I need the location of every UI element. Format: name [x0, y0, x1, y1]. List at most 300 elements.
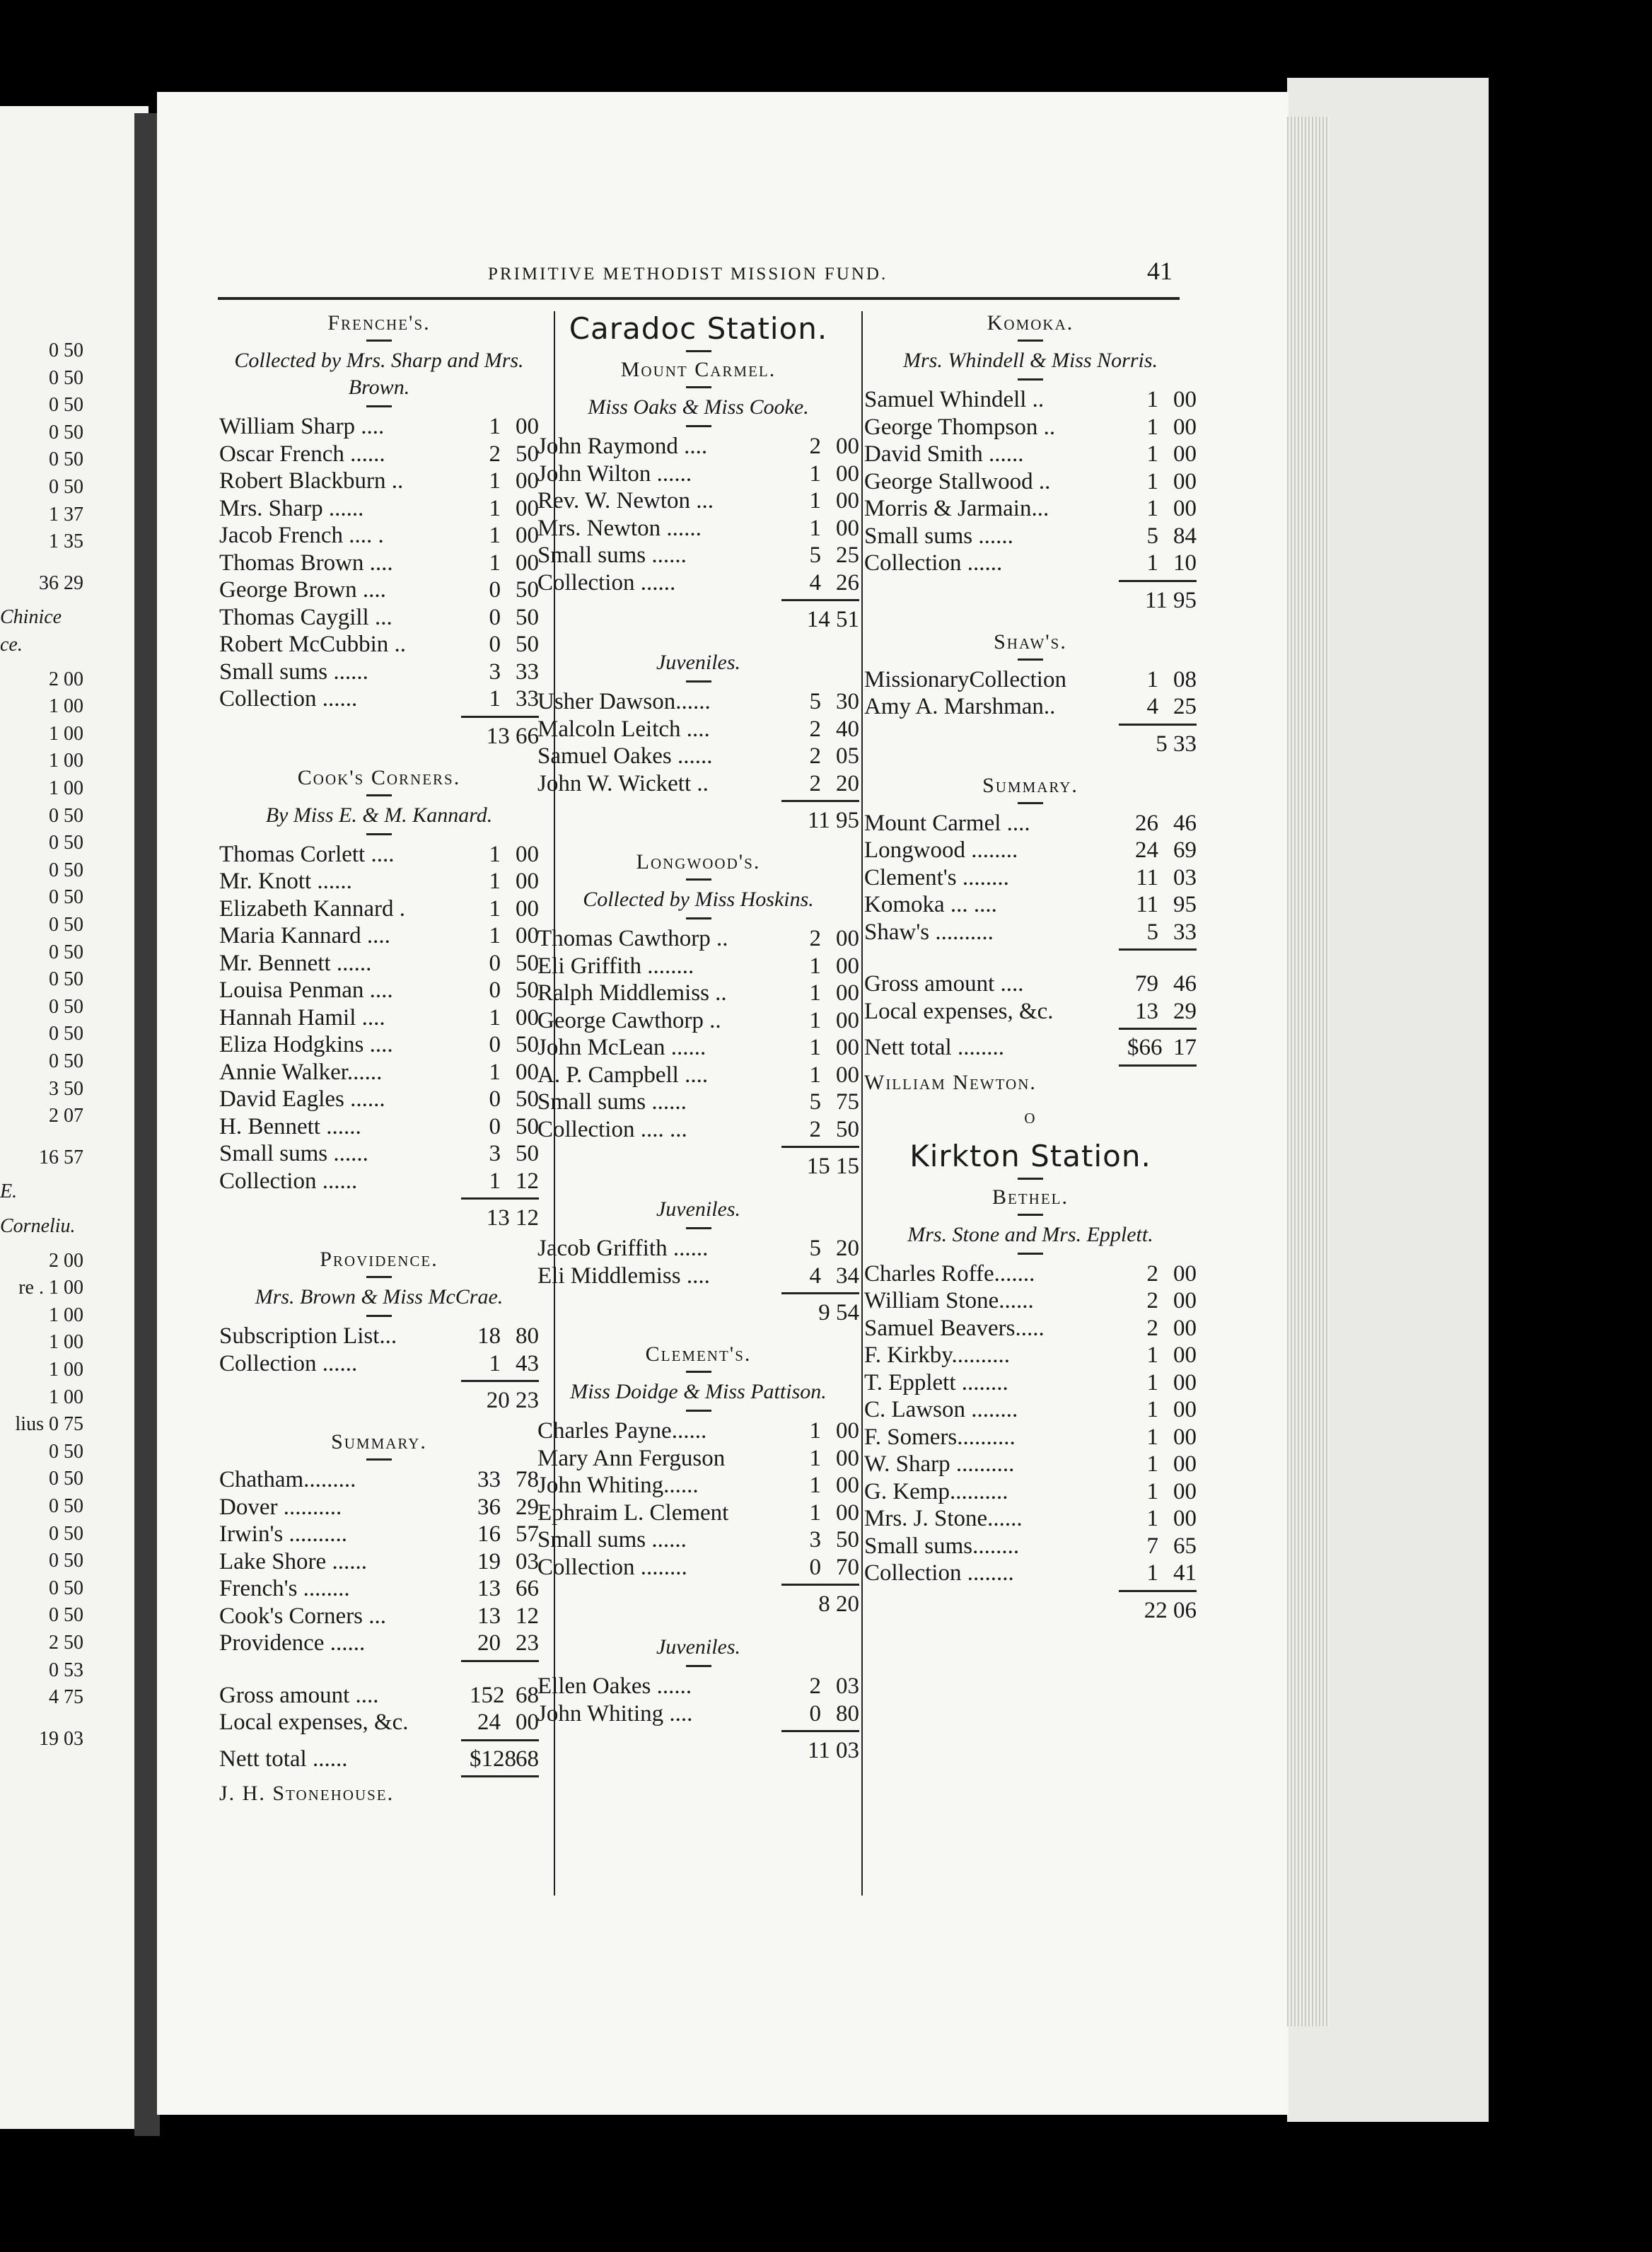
sum-rule [1119, 724, 1197, 726]
section-subtitle: Mrs. Brown & Miss McCrae. [255, 1285, 504, 1308]
section-rule [366, 405, 392, 407]
entry-dollars: 26 [1135, 810, 1158, 836]
section-subtitle: Miss Oaks & Miss Cooke. [588, 395, 809, 419]
entry-row [537, 1700, 859, 1728]
section-rule [366, 794, 392, 796]
entry-name: John McLean ...... [537, 1035, 706, 1060]
total-value: 15 15 [806, 1154, 859, 1179]
entry-row [537, 1034, 859, 1062]
sum-rule [781, 1146, 859, 1148]
spacer [537, 1327, 859, 1342]
entry-row [864, 495, 1197, 523]
entry-cents: 00 [1173, 1397, 1197, 1422]
entry-name: Mount Carmel .... [864, 810, 1030, 836]
entry-dollars: 24 [1135, 837, 1158, 863]
entry-cents: 26 [836, 569, 859, 596]
entry-name: John Raymond .... [537, 434, 708, 459]
entry-row [219, 413, 539, 441]
section-total [537, 605, 859, 634]
entry-name: Thomas Brown .... [219, 550, 393, 576]
facing-page-line: 36 29 [39, 571, 83, 594]
entry-dollars: 1 [809, 1035, 821, 1060]
entry-row [219, 685, 539, 713]
entry-dollars: 5 [1146, 523, 1158, 549]
entry-cents: 50 [516, 441, 539, 467]
entry-cents: 05 [836, 743, 859, 769]
entry-row [537, 1554, 859, 1581]
signature: William Newton. [864, 1070, 1037, 1094]
entry-name: H. Bennett ...... [219, 1113, 361, 1139]
entry-row [219, 522, 539, 550]
section-total [864, 730, 1197, 758]
entry-cents: 25 [1173, 694, 1197, 719]
entry-row [537, 1263, 859, 1290]
entry-dollars: 0 [489, 1113, 501, 1139]
entry-dollars: 1 [1146, 1369, 1158, 1395]
facing-page-line: 1 00 [49, 777, 83, 799]
section-subtitle: By Miss E. & M. Kannard. [265, 803, 493, 827]
entry-dollars: 1 [1146, 1506, 1158, 1531]
facing-page-line: 2 00 [49, 668, 83, 690]
sum-rule [461, 1739, 539, 1741]
entry-row [864, 837, 1197, 864]
entry-row [219, 1630, 539, 1657]
entry-dollars: 2 [809, 926, 821, 951]
sum-rule [461, 1380, 539, 1382]
entry-cents: 00 [836, 1007, 859, 1033]
entry-name: Elizabeth Kannard . [219, 895, 405, 922]
station-title: Kirkton Station. [909, 1138, 1151, 1173]
entry-dollars: 1 [489, 1004, 501, 1031]
entry-row [537, 569, 859, 597]
section-total [537, 1590, 859, 1618]
entry-dollars: $128 [470, 1746, 516, 1772]
entry-row [219, 1548, 539, 1576]
entry-dollars: 2 [809, 770, 821, 796]
section-title: Summary. [331, 1430, 427, 1453]
entry-row [864, 919, 1197, 946]
entry-cents: 00 [516, 414, 539, 439]
entry-cents: 00 [516, 923, 539, 948]
entry-name: Longwood ........ [864, 837, 1018, 863]
entry-row [537, 1116, 859, 1144]
entry-dollars: 20 [477, 1630, 501, 1656]
spacer [537, 634, 859, 649]
entry-dollars: 152 [470, 1682, 505, 1708]
entry-dollars: 13 [1135, 998, 1158, 1024]
entry-cents: 75 [836, 1089, 859, 1115]
entry-cents: 78 [516, 1467, 539, 1492]
entry-name: Nett total ........ [864, 1035, 1004, 1060]
entry-name: Robert McCubbin .. [219, 632, 406, 657]
entry-dollars: 5 [809, 689, 821, 714]
facing-page-line: 0 50 [49, 1495, 83, 1517]
entry-name: Small sums ...... [537, 1089, 687, 1115]
entry-dollars: 1 [809, 1062, 821, 1088]
facing-page-line: 0 50 [49, 1050, 83, 1072]
section-title: Providence. [320, 1248, 438, 1271]
entry-name: Jacob Griffith ...... [537, 1236, 709, 1261]
entry-cents: 65 [1173, 1533, 1197, 1559]
entry-cents: 00 [1173, 1506, 1197, 1531]
entry-name: John Whiting...... [537, 1473, 699, 1498]
entry-dollars: 1 [809, 1445, 821, 1471]
station-title: Caradoc Station. [569, 311, 828, 346]
facing-page-line: 0 50 [49, 394, 83, 417]
total-value: 13 12 [486, 1205, 539, 1231]
entry-name: George Stallwood .. [864, 468, 1051, 494]
section-subtitle: Juveniles. [656, 1635, 741, 1659]
entry-dollars: 4 [809, 1263, 821, 1289]
sum-rule [781, 599, 859, 601]
entry-cents: 00 [1173, 468, 1197, 494]
total-value: 11 95 [807, 808, 859, 833]
entry-row [537, 980, 859, 1007]
section-rule [686, 878, 711, 881]
section-title: Clement's. [645, 1342, 752, 1366]
entry-dollars: 2 [489, 441, 501, 467]
entry-dollars: 1 [809, 488, 821, 513]
entry-dollars: 1 [489, 550, 501, 576]
sum-rule [781, 1292, 859, 1294]
entry-name: Collection ...... [864, 550, 1003, 576]
entry-row [864, 1034, 1197, 1062]
entry-cents: 08 [1173, 666, 1197, 692]
entry-cents: 70 [836, 1554, 859, 1580]
entry-row [219, 576, 539, 604]
entry-name: John Whiting .... [537, 1700, 693, 1726]
entry-name: Clement's ........ [864, 864, 1009, 890]
entry-dollars: 2 [809, 1116, 821, 1142]
entry-dollars: 1 [489, 468, 501, 494]
signature: J. H. Stonehouse. [219, 1782, 395, 1805]
facing-page-line: 1 00 [49, 1359, 83, 1381]
section-rule [686, 1665, 711, 1667]
entry-name: Small sums ...... [219, 1141, 368, 1166]
entry-name: George Thompson .. [864, 414, 1056, 440]
entry-cents: 68 [516, 1746, 539, 1772]
entry-name: Lake Shore ...... [219, 1548, 367, 1574]
entry-name: Collection .... ... [537, 1116, 687, 1142]
entry-row [864, 666, 1197, 694]
entry-dollars: 5 [809, 1089, 821, 1115]
entry-row [864, 1287, 1197, 1315]
spacer [537, 1765, 859, 1780]
section-subtitle: Mrs. Stone and Mrs. Epplett. [907, 1222, 1153, 1246]
facing-page-line: 1 00 [49, 1386, 83, 1408]
entry-name: F. Kirkby.......... [864, 1342, 1011, 1368]
entry-dollars: 1 [809, 1499, 821, 1526]
entry-row [537, 925, 859, 953]
section-rule [686, 917, 711, 919]
facing-page-line: 0 50 [49, 968, 83, 991]
entry-name: Shaw's .......... [864, 919, 994, 945]
entry-row [864, 1396, 1197, 1424]
entry-dollars: 0 [809, 1700, 821, 1726]
entry-row [864, 864, 1197, 892]
section-total [219, 722, 539, 750]
entry-dollars: 1 [489, 923, 501, 948]
entry-cents: 03 [836, 1673, 859, 1699]
entry-row [219, 550, 539, 577]
entry-cents: 25 [836, 542, 859, 568]
spacer [219, 750, 539, 766]
entry-row [219, 495, 539, 523]
entry-cents: 00 [516, 869, 539, 894]
entry-cents: 29 [516, 1494, 539, 1520]
facing-page-line: 0 53 [49, 1659, 83, 1681]
facing-page-line: 0 50 [49, 1577, 83, 1599]
section-title: Komoka. [987, 311, 1074, 335]
section-rule [686, 1371, 711, 1373]
entry-cents: 20 [836, 1236, 859, 1261]
entry-name: French's ........ [219, 1576, 350, 1601]
entry-cents: 00 [516, 1710, 539, 1735]
entry-row [537, 1089, 859, 1116]
entry-row [864, 1315, 1197, 1342]
entry-name: Morris & Jarmain... [864, 496, 1049, 521]
section-rule [366, 1315, 392, 1317]
entry-cents: 23 [516, 1630, 539, 1656]
entry-row [219, 1059, 539, 1086]
facing-page-line: re . 1 00 [18, 1277, 83, 1299]
facing-page-line: 0 50 [49, 448, 83, 471]
entry-name: Local expenses, &c. [864, 998, 1054, 1024]
entry-name: Samuel Beavers..... [864, 1315, 1045, 1341]
entry-name: Collection ...... [219, 1350, 358, 1376]
entry-cents: 17 [1173, 1035, 1197, 1060]
spacer [864, 955, 1197, 970]
entry-dollars: 0 [489, 604, 501, 630]
entry-cents: 50 [516, 1141, 539, 1166]
facing-page-line: 1 35 [49, 530, 83, 553]
facing-page-line: 2 00 [49, 1249, 83, 1272]
entry-dollars: 13 [477, 1603, 501, 1629]
entry-cents: 03 [516, 1548, 539, 1574]
entry-row [219, 1168, 539, 1195]
entry-row [864, 1505, 1197, 1533]
entry-cents: 00 [1173, 1260, 1197, 1287]
section-rule [686, 386, 711, 388]
entry-cents: 03 [1173, 864, 1197, 890]
entry-dollars: 1 [1146, 414, 1158, 440]
facing-page-line: 0 50 [49, 476, 83, 498]
facing-page-line: Corneliu. [0, 1215, 76, 1237]
entry-row [219, 1709, 539, 1736]
entry-cents: 50 [516, 1032, 539, 1057]
entry-cents: 00 [516, 1004, 539, 1031]
entry-cents: 00 [836, 926, 859, 951]
column-frenches [219, 311, 539, 1806]
entry-row [219, 895, 539, 923]
spacer [219, 1666, 539, 1682]
facing-page-line: 0 50 [49, 995, 83, 1018]
entry-cents: 00 [836, 980, 859, 1006]
facing-page-line: 0 50 [49, 339, 83, 361]
entry-name: A. P. Campbell .... [537, 1062, 709, 1088]
entry-row [219, 1494, 539, 1521]
entry-row [219, 441, 539, 468]
entry-name: Cook's Corners ... [219, 1603, 387, 1629]
entry-cents: 00 [516, 550, 539, 576]
section-total [219, 1386, 539, 1415]
entry-cents: 33 [516, 686, 539, 712]
entry-dollars: 7 [1146, 1533, 1158, 1559]
section-rule [1018, 802, 1043, 804]
entry-row [219, 1682, 539, 1710]
facing-page-line: 0 50 [49, 1522, 83, 1545]
entry-cents: 66 [516, 1576, 539, 1601]
entry-dollars: 1 [489, 895, 501, 922]
facing-page-line: 1 00 [49, 695, 83, 718]
entry-cents: 00 [516, 841, 539, 867]
entry-row [864, 1342, 1197, 1369]
spacer [537, 1180, 859, 1196]
entry-cents: 68 [516, 1682, 539, 1708]
total-value: 11 03 [807, 1738, 859, 1763]
entry-dollars: 18 [477, 1323, 501, 1349]
entry-name: William Sharp .... [219, 414, 385, 439]
entry-name: David Eagles ...... [219, 1086, 385, 1112]
entry-cents: 00 [1173, 1315, 1197, 1341]
entry-name: Usher Dawson...... [537, 689, 711, 714]
column-caradoc [537, 311, 859, 1780]
facing-page-line: 0 50 [49, 941, 83, 963]
entry-row [537, 688, 859, 716]
entry-cents: 00 [836, 515, 859, 541]
sum-rule [781, 800, 859, 802]
entry-cents: 12 [516, 1603, 539, 1629]
entry-name: Collection ...... [219, 1168, 358, 1194]
entry-row [864, 1424, 1197, 1451]
facing-page-line: 0 50 [49, 366, 83, 389]
entry-row [219, 922, 539, 950]
entry-cents: 50 [836, 1116, 859, 1142]
entry-row [219, 950, 539, 977]
total-value: 11 95 [1144, 587, 1197, 613]
entry-cents: 00 [836, 1473, 859, 1498]
entry-name: Jacob French .... . [219, 523, 384, 548]
entry-row [219, 868, 539, 895]
entry-row [537, 1445, 859, 1473]
entry-row [864, 1451, 1197, 1478]
entry-name: Thomas Corlett .... [219, 841, 395, 867]
entry-name: Malcoln Leitch .... [537, 716, 710, 742]
entry-cents: 00 [516, 523, 539, 548]
running-title: PRIMITIVE METHODIST MISSION FUND. [488, 265, 888, 284]
entry-row [219, 841, 539, 869]
facing-page-line: 1 37 [49, 503, 83, 526]
entry-dollars: 0 [489, 1086, 501, 1112]
entry-name: C. Lawson ........ [864, 1397, 1018, 1422]
entry-row [219, 1603, 539, 1630]
entry-dollars: 1 [489, 495, 501, 521]
entry-cents: 30 [836, 689, 859, 714]
entry-dollars: 2 [1146, 1260, 1158, 1287]
entry-dollars: 1 [1146, 468, 1158, 494]
entry-dollars: 24 [477, 1710, 501, 1735]
entry-name: Amy A. Marshman.. [864, 694, 1056, 719]
entry-row [219, 977, 539, 1004]
entry-row [219, 1140, 539, 1168]
section-subtitle: Miss Doidge & Miss Pattison. [570, 1380, 827, 1403]
entry-dollars: 2 [1146, 1288, 1158, 1313]
entry-cents: 43 [516, 1350, 539, 1376]
section-rule [1018, 1214, 1043, 1216]
section-subtitle: Collected by Miss Hoskins. [583, 888, 814, 911]
entry-dollars: 1 [1146, 1397, 1158, 1422]
entry-name: G. Kemp.......... [864, 1478, 1008, 1504]
entry-row [864, 970, 1197, 998]
entry-cents: 57 [516, 1521, 539, 1547]
section-rule [686, 680, 711, 683]
entry-name: Eli Middlemiss .... [537, 1263, 710, 1289]
entry-row [219, 1004, 539, 1032]
section-title: Mount Carmel. [620, 358, 776, 381]
entry-dollars: 5 [1146, 919, 1158, 945]
spacer [537, 835, 859, 850]
entry-cents: 41 [1173, 1560, 1197, 1586]
book-gutter [134, 113, 160, 2136]
entry-dollars: 1 [809, 953, 821, 979]
facing-page-line: 3 50 [49, 1077, 83, 1100]
page-edges [1287, 117, 1330, 2026]
entry-name: Thomas Caygill ... [219, 604, 392, 630]
entry-row [219, 1086, 539, 1113]
sum-rule [461, 1197, 539, 1200]
total-value: 14 51 [806, 607, 859, 632]
entry-dollars: 1 [489, 523, 501, 548]
section-rule [366, 833, 392, 835]
facing-page-line: 0 50 [49, 859, 83, 881]
entry-dollars: 1 [489, 869, 501, 894]
separator-ornament: o [1024, 1104, 1037, 1128]
section-total [864, 586, 1197, 615]
entry-dollars: $66 [1127, 1035, 1163, 1060]
entry-name: Small sums ...... [537, 542, 687, 568]
entry-cents: 00 [516, 495, 539, 521]
entry-dollars: 1 [809, 460, 821, 487]
entry-dollars: 2 [809, 1673, 821, 1699]
entry-cents: 00 [1173, 441, 1197, 467]
total-value: 13 66 [486, 723, 539, 749]
entry-name: Thomas Cawthorp .. [537, 926, 728, 951]
entry-cents: 46 [1173, 810, 1197, 836]
section-rule [686, 425, 711, 427]
column-komoka [864, 311, 1197, 1625]
sum-rule [461, 1775, 539, 1777]
facing-page-line: ce. [0, 634, 23, 656]
section-title: Frenche's. [327, 311, 431, 335]
entry-row [537, 1472, 859, 1499]
entry-name: Ralph Middlemiss .. [537, 980, 727, 1006]
entry-cents: 50 [516, 977, 539, 1003]
entry-cents: 00 [516, 895, 539, 922]
entry-cents: 40 [836, 716, 859, 742]
entry-name: Mrs. J. Stone...... [864, 1506, 1023, 1531]
entry-dollars: 1 [809, 1418, 821, 1444]
entry-row [219, 1031, 539, 1059]
entry-cents: 00 [836, 1445, 859, 1471]
entry-name: Collection ...... [537, 569, 676, 596]
facing-page-line: lius 0 75 [15, 1413, 83, 1436]
entry-row [864, 891, 1197, 919]
entry-name: Hannah Hamil .... [219, 1004, 385, 1031]
section-rule [366, 339, 392, 342]
entry-name: Samuel Oakes ...... [537, 743, 713, 769]
entry-dollars: 19 [477, 1548, 501, 1574]
entry-cents: 00 [836, 1062, 859, 1088]
